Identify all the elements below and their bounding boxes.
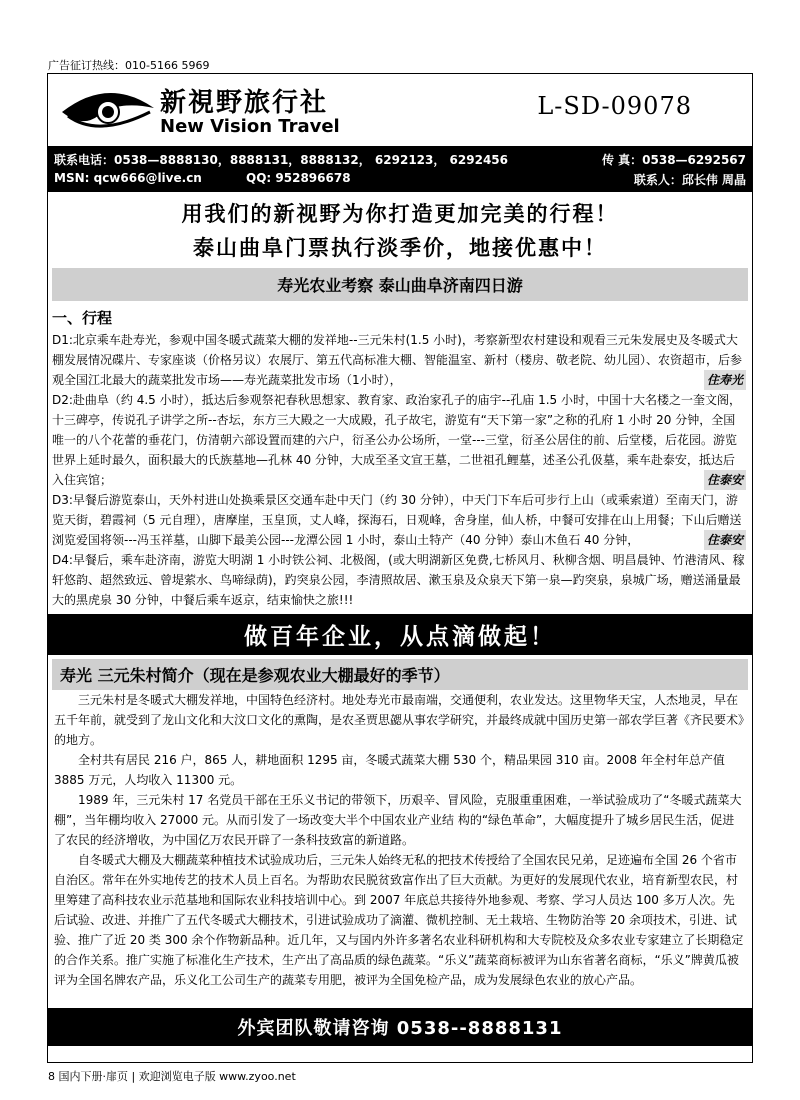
brand-name-en: New Vision Travel: [160, 116, 340, 137]
license-code: L-SD-09078: [537, 92, 692, 120]
intro-paragraph: 1989 年，三元朱村 17 名党员干部在王乐义书记的带领下，历艰辛、冒风险，克服重重困难，一举试验成功了“冬暖式蔬菜大棚”，当年棚均收入 27000 元。从而引发了一场改变大半个中国农业产业结 构的“绿色革命”，大幅度提升了城乡居民生活，促进了农民的经济增收，为中国亿万农民开辟了一条科技致富的新道路。: [54, 793, 742, 847]
brand-header: [48, 74, 752, 148]
intro-paragraph: 三元朱村是冬暖式大棚发祥地，中国特色经济村。地处寿光市最南端，交通便利，农业发达。这里物华天宝，人杰地灵，早在五千年前，就受到了龙山文化和大汶口文化的熏陶，是农圣贾思勰从事农学研究，并最终成就中国历史第一部农学巨著《齐民要术》的地方。: [54, 693, 745, 747]
motto-banner: 做百年企业，从点滴做起！: [48, 614, 752, 655]
itinerary-day-2: [48, 390, 752, 490]
intro-paragraph: 全村共有居民 216 户，865 人，耕地面积 1295 亩，冬暖式蔬菜大棚 530 个，精品果园 310 亩。2008 年全村年总产值 3885 万元，人均收入 11300 元。: [54, 753, 725, 787]
brand-name-cn: 新視野旅行社: [160, 88, 329, 118]
contact-fax: 传 真：0538—6292567: [601, 153, 746, 167]
advert-frame: [47, 73, 753, 1063]
slogan-primary: 用我们的新视野为你打造更加完美的行程！: [181, 202, 619, 226]
intro-paragraph: 自冬暖式大棚及大棚蔬菜种植技术试验成功后，三元朱人始终无私的把技术传授给了全国农民兄弟，足迹遍布全国 26 个省市自治区。常年在外实地传艺的技术人员上百名。为帮助农民脱贫致富作出了巨大贡献。为更好的发展现代农业，培育新型农民，村里筹建了高科技农业示范基地和国际农业科技培训中心。到 2007 年底总共接待外地参观、考察、学习人员达 100 多万人次。先后试验、改进、并推广了五代冬暖式大棚技术，引进试验成功了滴灌、微机控制、无土栽培、生物防治等 20 余项技术，引进、试验、推广了近 20 类 300 余个作物新品种。近几年，又与国内外许多著名农业科研机构和大专院校及众多农业专家建立了长期稳定的合作关系。推广实施了标准化生产技术，生产出了高品质的绿色蔬菜。“乐义”蔬菜商标被评为山东省著名商标，“乐义”牌黄瓜被评为全国名牌农产品，乐义化工公司生产的蔬菜专用肥，被评为全国免检产品，成为发展绿色农业的放心产品。: [54, 853, 744, 987]
slogan-secondary: 泰山曲阜门票执行淡季价，地接优惠中！: [193, 236, 607, 260]
contact-phone: 联系电话：0538—8888130，8888131，8888132， 6292123， 6292456: [54, 153, 508, 167]
day-text: D3:早餐后游览泰山，天外村进山处换乘景区交通车赴中天门（约 30 分钟），中天门下车后可步行上山（或乘索道）至南天门，游览天街，碧霞祠（5 元自理），唐摩崖，玉皇顶，丈人峰，探海石，日观峰，舍身崖，仙人桥，中餐可安排在山上用餐；下山后赠送浏览爱国将领---冯玉祥墓，山脚下最美公园---龙潭公园 1 小时，泰山土特产（40 分钟）泰山木鱼石 40 分钟，: [52, 493, 742, 547]
eye-logo-icon: [58, 82, 158, 138]
day-lodging-tag: 住泰安: [704, 530, 746, 550]
day-lodging-tag: 住寿光: [704, 370, 746, 390]
itinerary-heading: 一、行程: [52, 309, 113, 327]
group-inquiry-band: 外宾团队敬请咨询 0538--8888131: [48, 1008, 752, 1046]
village-intro-title: 寿光 三元朱村简介（现在是参观农业大棚最好的季节）: [52, 659, 748, 690]
itinerary-day-4: [48, 550, 752, 610]
page-footer: 8 国内下册·扉页 | 欢迎浏览电子版 www.zyoo.net: [48, 1070, 296, 1083]
contact-msn: MSN: qcw666@live.cn: [54, 171, 202, 185]
day-text: D4:早餐后，乘车赴济南，游览大明湖 1 小时铁公祠、北极阁，(或大明湖新区免费,七桥风月、秋柳含烟、明昌晨钟、竹港清风、稼轩悠韵、超然致远、曾堤萦水、鸟啼绿荫)，趵突泉公园，李清照故居、漱玉泉及众泉天下第一泉—趵突泉，泉城广场，赠送涌量最大的黑虎泉 30 分钟，中餐后乘车返京，结束愉快之旅!!!: [52, 553, 745, 607]
itinerary-day-3: [48, 490, 752, 550]
contact-person: 联系人：邱长伟 周晶: [633, 173, 746, 187]
itinerary-day-1: [48, 330, 752, 390]
contact-qq: QQ: 952896678: [246, 171, 351, 185]
day-text: D1:北京乘车赴寿光，参观中国冬暖式蔬菜大棚的发祥地--三元朱村(1.5 小时)，考察新型农村建设和观看三元朱发展史及冬暖式大棚发展情况碟片、专家座谈（价格另议）农展厅、第五代高标准大棚、智能温室、新村（楼房、敬老院、幼儿园）、农资超市，后参观全国江北最大的蔬菜批发市场——寿光蔬菜批发市场（1小时），: [52, 333, 743, 387]
tour-title: 寿光农业考察 泰山曲阜济南四日游: [52, 268, 748, 301]
day-text: D2:赴曲阜（约 4.5 小时），抵达后参观祭祀春秋思想家、教育家、政治家孔子的庙宇--孔庙 1.5 小时，中国十大名楼之一奎文阁，十三碑亭，传说孔子讲学之所--杏坛，东方三大殿之一大成殿，孔子故宅，游览有“天下第一家”之称的孔府 1 小时 20 分钟，全国唯一的八个花蕾的垂花门，仿清朝六部设置而建的六户，衍圣公办公场所，一堂---三堂，衍圣公居住的前、后堂楼，后花园。游览世界上延时最久，面积最大的氏族墓地—孔林 40 分钟，大成至圣文宣王墓，二世祖孔鲤墓，述圣公孔伋墓，乘车赴泰安，抵达后入住宾馆；: [52, 393, 742, 487]
ad-hotline: 广告征订热线：010-5166 5969: [48, 59, 210, 72]
day-lodging-tag: 住泰安: [704, 470, 746, 490]
contact-bar: [48, 148, 752, 192]
